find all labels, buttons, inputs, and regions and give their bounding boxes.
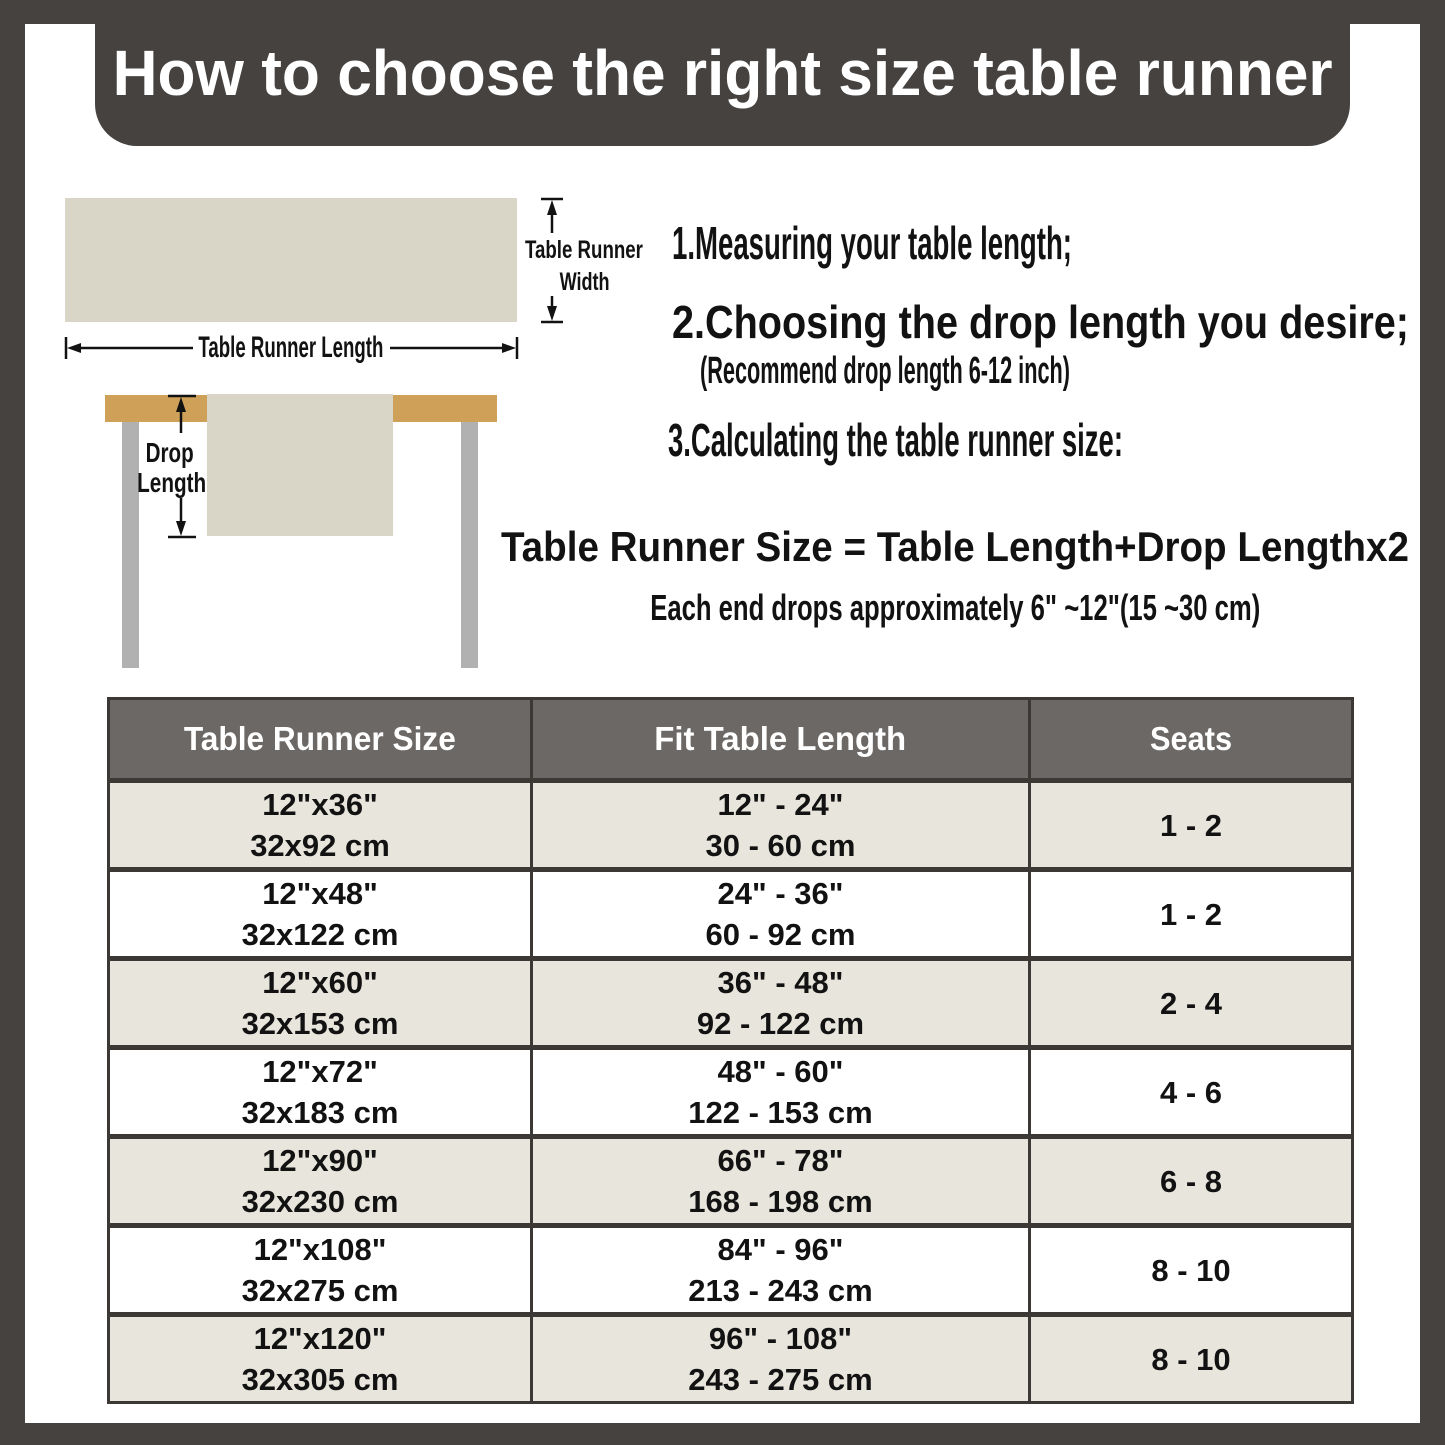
fit-cm: 60 - 92 cm (705, 917, 856, 952)
column-header-seats-label: Seats (1149, 720, 1233, 757)
drop-label-line1: Drop (145, 437, 194, 468)
fit-inches: 12" - 24" (717, 787, 844, 822)
table-row (109, 870, 1353, 959)
instruction-step-1-wrap (672, 219, 1339, 267)
cell-seats (1030, 1226, 1353, 1315)
cell-fit-length (532, 1048, 1030, 1137)
cell-seats (1030, 781, 1353, 870)
cell-runner-size (109, 1315, 532, 1403)
size-inches: 12"x36" (262, 787, 378, 822)
fit-inches: 66" - 78" (717, 1143, 844, 1178)
seats-value: 1 - 2 (1159, 807, 1223, 843)
fit-cm: 122 - 153 cm (688, 1095, 873, 1130)
size-cm: 32x275 cm (241, 1273, 399, 1308)
instruction-step-1: 1.Measuring your table length; (672, 217, 1072, 269)
size-cm: 32x122 cm (241, 917, 399, 952)
size-cm: 32x230 cm (241, 1184, 399, 1219)
formula-equation: Table Runner Size = Table Length+Drop Lengthx2 (501, 523, 1409, 570)
column-header-seats (1030, 699, 1353, 781)
seats-value: 1 - 2 (1159, 896, 1223, 932)
length-label-wrap (141, 332, 441, 364)
instruction-step-2-note-wrap (700, 351, 1348, 391)
cell-runner-size (109, 870, 532, 959)
fit-cm: 168 - 198 cm (688, 1184, 873, 1219)
seats-value: 8 - 10 (1151, 1252, 1231, 1288)
cell-seats (1030, 1315, 1353, 1403)
cell-fit-length (532, 1226, 1030, 1315)
column-header-runner-size-label: Table Runner Size (184, 720, 456, 757)
table-row (109, 1315, 1353, 1403)
fit-cm: 213 - 243 cm (688, 1273, 873, 1308)
instruction-step-2-wrap (672, 298, 1445, 346)
table-row (109, 1226, 1353, 1315)
size-inches: 12"x120" (253, 1321, 387, 1356)
seats-value: 6 - 8 (1159, 1163, 1223, 1199)
column-header-fit-length (532, 699, 1030, 781)
formula-note-wrap (455, 588, 1445, 628)
fit-inches: 84" - 96" (717, 1232, 844, 1267)
size-inches: 12"x60" (262, 965, 378, 1000)
drop-label-line2: Length (137, 467, 207, 498)
size-chart-header-row (109, 699, 1353, 781)
cell-seats (1030, 959, 1353, 1048)
cell-seats (1030, 1048, 1353, 1137)
size-cm: 32x153 cm (241, 1006, 399, 1041)
width-label-line1: Table Runner (524, 236, 643, 264)
instruction-step-2-note: (Recommend drop length 6-12 inch) (700, 350, 1070, 392)
cell-fit-length (532, 1137, 1030, 1226)
cell-fit-length (532, 1315, 1030, 1403)
size-chart-table (107, 697, 1354, 1404)
column-header-fit-length-label: Fit Table Length (654, 720, 907, 757)
fit-inches: 48" - 60" (717, 1054, 844, 1089)
fit-cm: 30 - 60 cm (705, 828, 856, 863)
cell-seats (1030, 870, 1353, 959)
instruction-step-3: 3.Calculating the table runner size: (668, 414, 1123, 466)
seats-value: 2 - 4 (1159, 985, 1223, 1021)
seats-value: 4 - 6 (1159, 1074, 1223, 1110)
size-inches: 12"x48" (262, 876, 378, 911)
table-row (109, 959, 1353, 1048)
drop-label-line1-wrap (20, 438, 320, 468)
cell-fit-length (532, 959, 1030, 1048)
length-label: Table Runner Length (198, 331, 384, 364)
fit-inches: 24" - 36" (717, 876, 844, 911)
size-inches: 12"x72" (262, 1054, 378, 1089)
table-row (109, 1137, 1353, 1226)
formula-equation-wrap (455, 524, 1445, 570)
fit-inches: 36" - 48" (717, 965, 844, 1000)
column-header-runner-size (109, 699, 532, 781)
size-cm: 32x183 cm (241, 1095, 399, 1130)
size-cm: 32x305 cm (241, 1362, 399, 1397)
width-label-line2: Width (559, 268, 610, 296)
formula-note: Each end drops approximately 6" ~12"(15 ~30 cm) (650, 587, 1260, 628)
cell-fit-length (532, 781, 1030, 870)
page-title: How to choose the right size table runner (112, 37, 1333, 109)
cell-runner-size (109, 781, 532, 870)
drop-label-line2-wrap (22, 468, 322, 498)
instruction-step-3-wrap (668, 416, 1430, 464)
cell-runner-size (109, 1137, 532, 1226)
cell-runner-size (109, 1226, 532, 1315)
cell-seats (1030, 1137, 1353, 1226)
fit-cm: 92 - 122 cm (696, 1006, 865, 1041)
table-row (109, 1048, 1353, 1137)
cell-fit-length (532, 870, 1030, 959)
cell-runner-size (109, 959, 532, 1048)
size-inches: 12"x90" (262, 1143, 378, 1178)
title-banner (95, 0, 1350, 146)
table-row (109, 781, 1353, 870)
width-label-line2-wrap (435, 266, 735, 298)
seats-value: 8 - 10 (1151, 1341, 1231, 1377)
fit-inches: 96" - 108" (708, 1321, 853, 1356)
cell-runner-size (109, 1048, 532, 1137)
size-cm: 32x92 cm (250, 828, 390, 863)
instruction-step-2: 2.Choosing the drop length you desire; (672, 296, 1409, 348)
fit-cm: 243 - 275 cm (688, 1362, 873, 1397)
size-inches: 12"x108" (253, 1232, 387, 1267)
